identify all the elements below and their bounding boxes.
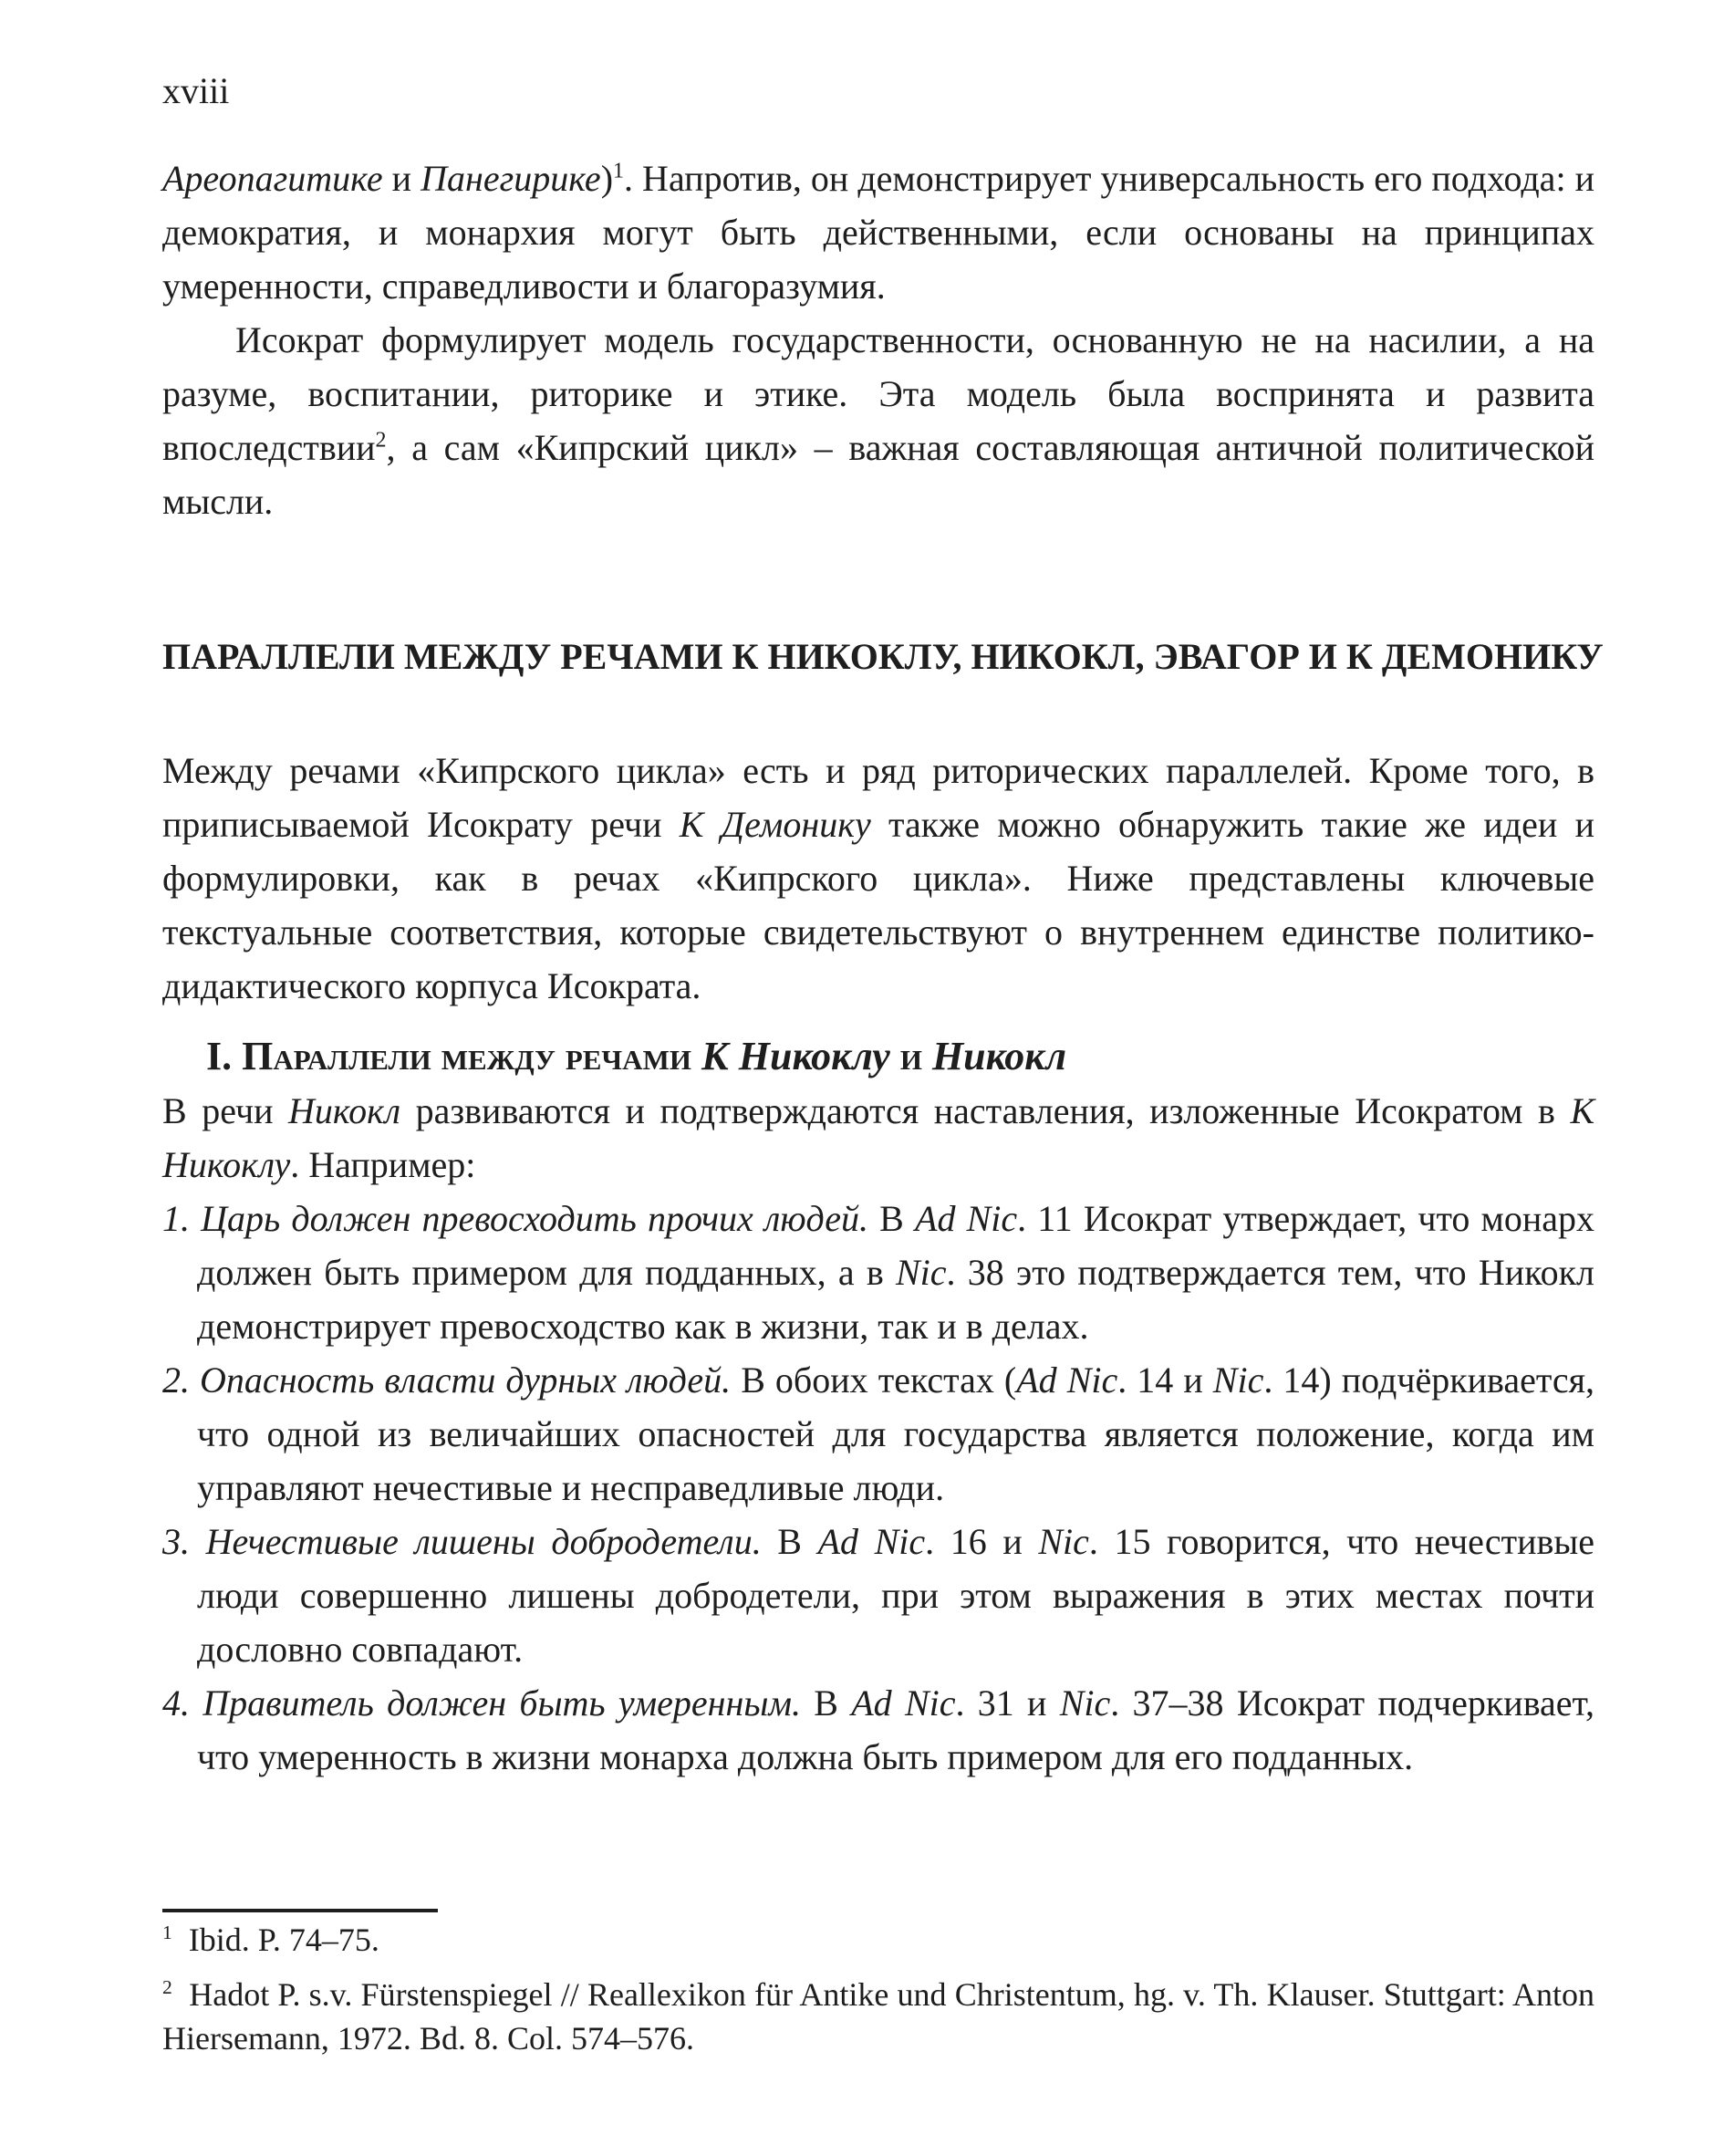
italic-title: Никокл xyxy=(931,1034,1067,1078)
text-run: . Например: xyxy=(290,1144,476,1185)
text-run: . Напротив, он демонстрирует универсальность его подхода: и демократия, и монархия могут быть действенными, если основаны на принципах умеренности, справедливости и благоразумия. xyxy=(162,158,1595,307)
paragraph xyxy=(162,151,1594,313)
text-run: . 15 говорится, что нечестивые люди совершенно лишены добродетели, при этом выражения в этих местах почти дословно совпадают. xyxy=(197,1521,1595,1670)
italic-title: К Никоклу xyxy=(701,1034,890,1078)
item-title: Правитель должен быть умеренным. xyxy=(203,1682,801,1724)
paragraph xyxy=(162,313,1594,528)
text-run: В xyxy=(761,1521,818,1562)
text-run: . 16 и xyxy=(925,1521,1039,1562)
text-run: . 14) подчёркивается, что одной из величайших опасностей для государства является положение, когда им управляют нечестивые и несправедливые люди. xyxy=(197,1359,1595,1508)
text-run: также можно обнаружить такие же идеи и формулировки, как в речах «Кипрского цикла». Ниже представлены ключевые текстуальные соответствия, которые свидетельствуют о внутреннем единстве политико-дидактического корпуса Исократа. xyxy=(162,804,1594,1006)
text-run: I. Параллели между речами xyxy=(206,1034,701,1078)
text-run: В xyxy=(801,1682,852,1724)
footnotes xyxy=(162,1918,1594,2071)
item-title: Нечестивые лишены добродетели. xyxy=(205,1521,762,1562)
footnote xyxy=(162,1918,1594,1962)
parallels-list xyxy=(162,1192,1594,1784)
list-item xyxy=(162,1515,1594,1676)
continuation-text xyxy=(162,151,1594,528)
text-run: развиваются и подтверждаются наставления, изложенные Исократом в xyxy=(400,1090,1571,1131)
citation: Nic xyxy=(1038,1521,1089,1562)
item-title: Царь должен превосходить прочих людей. xyxy=(201,1198,869,1239)
footnote-text: Ibid. P. 74–75. xyxy=(188,1922,379,1958)
citation: Nic xyxy=(1059,1682,1111,1724)
item-number: 3. xyxy=(162,1521,190,1562)
text-run: . 31 и xyxy=(955,1682,1060,1724)
footnote-number: 1 xyxy=(162,1922,172,1943)
citation: Nic xyxy=(895,1252,947,1293)
intro-paragraph xyxy=(162,1084,1594,1192)
text-run: В xyxy=(868,1198,916,1239)
text-run: В речи xyxy=(162,1090,289,1131)
page-number: xviii xyxy=(162,70,230,111)
italic-title: Ареопагитике xyxy=(162,158,383,199)
item-number: 2. xyxy=(162,1359,190,1401)
footnote xyxy=(162,1973,1594,2060)
paragraph xyxy=(162,744,1594,1013)
footnote-divider xyxy=(162,1909,438,1912)
section-text xyxy=(162,744,1594,1013)
list-item xyxy=(162,1353,1594,1515)
item-number: 1. xyxy=(162,1198,190,1239)
footnote-ref[interactable]: 2 xyxy=(375,428,387,453)
text-run: . 37–38 Исократ подчеркивает, что умеренность в жизни монарха должна быть примером для его подданных. xyxy=(197,1682,1595,1777)
text-run: ) xyxy=(600,158,614,199)
footnote-number: 2 xyxy=(162,1976,172,1998)
italic-title: К Никоклу xyxy=(162,1090,1594,1185)
citation: Ad Nic xyxy=(851,1682,956,1724)
list-item xyxy=(162,1676,1594,1784)
section-heading: ПАРАЛЛЕЛИ МЕЖДУ РЕЧАМИ К НИКОКЛУ, НИКОКЛ, ЭВАГОР И К ДЕМОНИКУ xyxy=(162,636,1604,677)
text-run: . 38 это подтверждается тем, что Никокл демонстрирует превосходство как в жизни, так и в делах. xyxy=(197,1252,1595,1347)
item-title: Опасность власти дурных людей. xyxy=(200,1359,732,1401)
text-run: . 14 и xyxy=(1117,1359,1213,1401)
text-run: . 11 Исократ утверждает, что монарх должен быть примером для подданных, а в xyxy=(197,1198,1595,1293)
italic-title: Никокл xyxy=(288,1090,401,1131)
citation: Nic xyxy=(1212,1359,1264,1401)
text-run: В обоих текстах ( xyxy=(731,1359,1017,1401)
text-run: , а сам «Кипрский цикл» – важная составляющая античной политической мысли. xyxy=(162,427,1594,522)
citation: Ad Nic xyxy=(915,1198,1018,1239)
text-run: и xyxy=(382,158,421,199)
italic-title: Панегирике xyxy=(421,158,601,199)
text-run: Между речами «Кипрского цикла» есть и ряд риторических параллелей. Кроме того, в приписываемой Исократу речи xyxy=(162,750,1594,845)
footnote-ref[interactable]: 1 xyxy=(613,159,625,183)
text-run: Исократ формулирует модель государственности, основанную не на насилии, а на разуме, воспитании, риторике и этике. Эта модель была воспринята и развита впоследствии xyxy=(162,319,1594,468)
subsection-heading xyxy=(206,1031,1574,1082)
item-number: 4. xyxy=(162,1682,190,1724)
citation: Ad Nic xyxy=(1016,1359,1118,1401)
citation: Ad Nic xyxy=(817,1521,926,1562)
subsection-text xyxy=(162,1084,1594,1784)
italic-title: К Демонику xyxy=(679,804,871,845)
footnote-text: Hadot P. s.v. Fürstenspiegel // Reallexikon für Antike und Christentum, hg. v. Th. Klauser. Stuttgart: Anton Hiersemann, 1972. Bd. 8. Col. 574–576. xyxy=(162,1976,1595,2057)
list-item xyxy=(162,1192,1594,1353)
text-run: и xyxy=(889,1034,932,1078)
